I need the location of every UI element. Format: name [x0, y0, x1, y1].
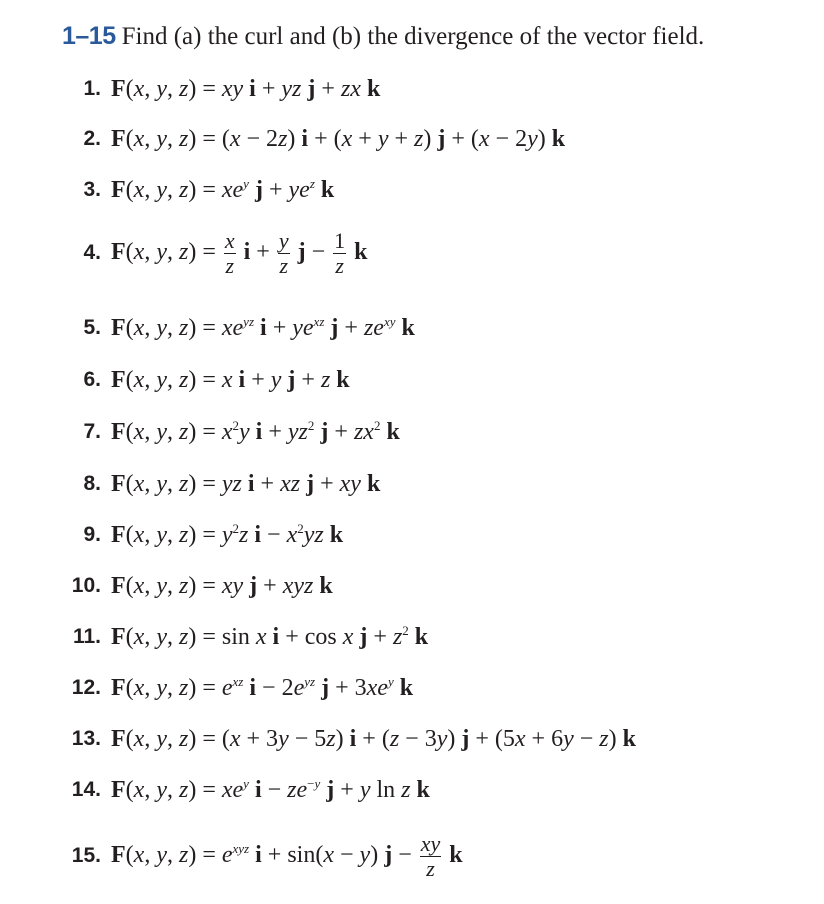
- problem-equation: F(x, y, $z) = e^{xz}$ $i - 2e^{yz}$ $j + 3xe^y$ k: [111, 673, 414, 701]
- problem-equation: F(x, y, z) = $\frac{x}{z}$ i + $\frac{y}{z}$ j − $\frac{1}{z}$ k: [111, 228, 368, 278]
- problem-6: [78, 366, 350, 394]
- problem-equation: F(x, y, z) = sin x i + cos x $j + z^2$ k: [111, 622, 429, 650]
- exercise-header: [62, 22, 704, 51]
- problem-equation: F(x, y, z) = x i + y j + z k: [111, 366, 350, 393]
- problem-2: [78, 125, 565, 153]
- problem-number: 2.: [83, 127, 101, 150]
- problem-8: [78, 470, 380, 498]
- problem-12: [68, 674, 413, 702]
- problem-number: 13.: [71, 727, 101, 750]
- problem-15: [68, 832, 463, 881]
- problem-number: 5.: [83, 316, 101, 339]
- problem-number: 4.: [83, 241, 101, 265]
- problem-3: [78, 176, 334, 204]
- problem-number: 8.: [83, 472, 101, 495]
- problem-14: [68, 776, 430, 804]
- problem-equation: F(x, y, z) = yz i + xz j + xy k: [111, 470, 381, 497]
- problem-number: 14.: [71, 778, 101, 801]
- problem-equation: F(x, y, $z) = xe^y$ $i - ze^{-y}$ j + y ln z k: [111, 775, 430, 803]
- problem-equation: F(x, y, z) = xy i + yz j + zx k: [111, 75, 381, 102]
- problem-equation: F(x, y, $z) = x^2y$ $i + yz^2$ $j + zx^2$ k: [111, 417, 400, 445]
- problem-1: [78, 75, 380, 103]
- exercise-range: 1–15: [62, 22, 116, 50]
- problem-number: 6.: [83, 368, 101, 391]
- problem-number: 11.: [72, 625, 101, 648]
- problem-11: [68, 623, 428, 651]
- problem-9: [78, 521, 343, 549]
- problem-equation: F(x, y, $z) = y^2z$ $i - x^2yz$ k: [111, 520, 344, 548]
- problem-number: 7.: [83, 420, 101, 443]
- problem-13: [68, 725, 636, 753]
- problem-7: [78, 418, 400, 446]
- problem-number: 1.: [83, 77, 101, 100]
- problem-4: [78, 229, 368, 278]
- exercise-instructions: Find (a) the curl and (b) the divergence of the vector field.: [121, 23, 705, 50]
- problem-equation: F(x, y, $z) = xe^{yz}$ $i + ye^{xz}$ $j + ze^{xy}$ k: [111, 313, 415, 341]
- problem-5: [78, 314, 415, 342]
- problem-equation: F(x, y, $z) = e^{xyz}$ i + sin(x − y) j − $\frac{xy}{z}$ k: [111, 831, 463, 881]
- problem-equation: F(x, y, z) = xy j + xyz k: [111, 572, 333, 599]
- problem-10: [68, 572, 333, 600]
- problem-number: 9.: [83, 523, 101, 546]
- problem-equation: F(x, y, $z) = xe^y$ $j + ye^z$ k: [111, 175, 335, 203]
- problem-equation: F(x, y, z) = (x − 2z) i + (x + y + z) j + (x − 2y) k: [111, 125, 566, 152]
- problem-number: 10.: [71, 574, 101, 597]
- problem-equation: F(x, y, z) = (x + 3y − 5z) i + (z − 3y) j + (5x + 6y − z) k: [111, 725, 636, 752]
- problem-number: 12.: [71, 676, 101, 699]
- problem-number: 15.: [71, 844, 101, 868]
- problem-number: 3.: [83, 178, 101, 201]
